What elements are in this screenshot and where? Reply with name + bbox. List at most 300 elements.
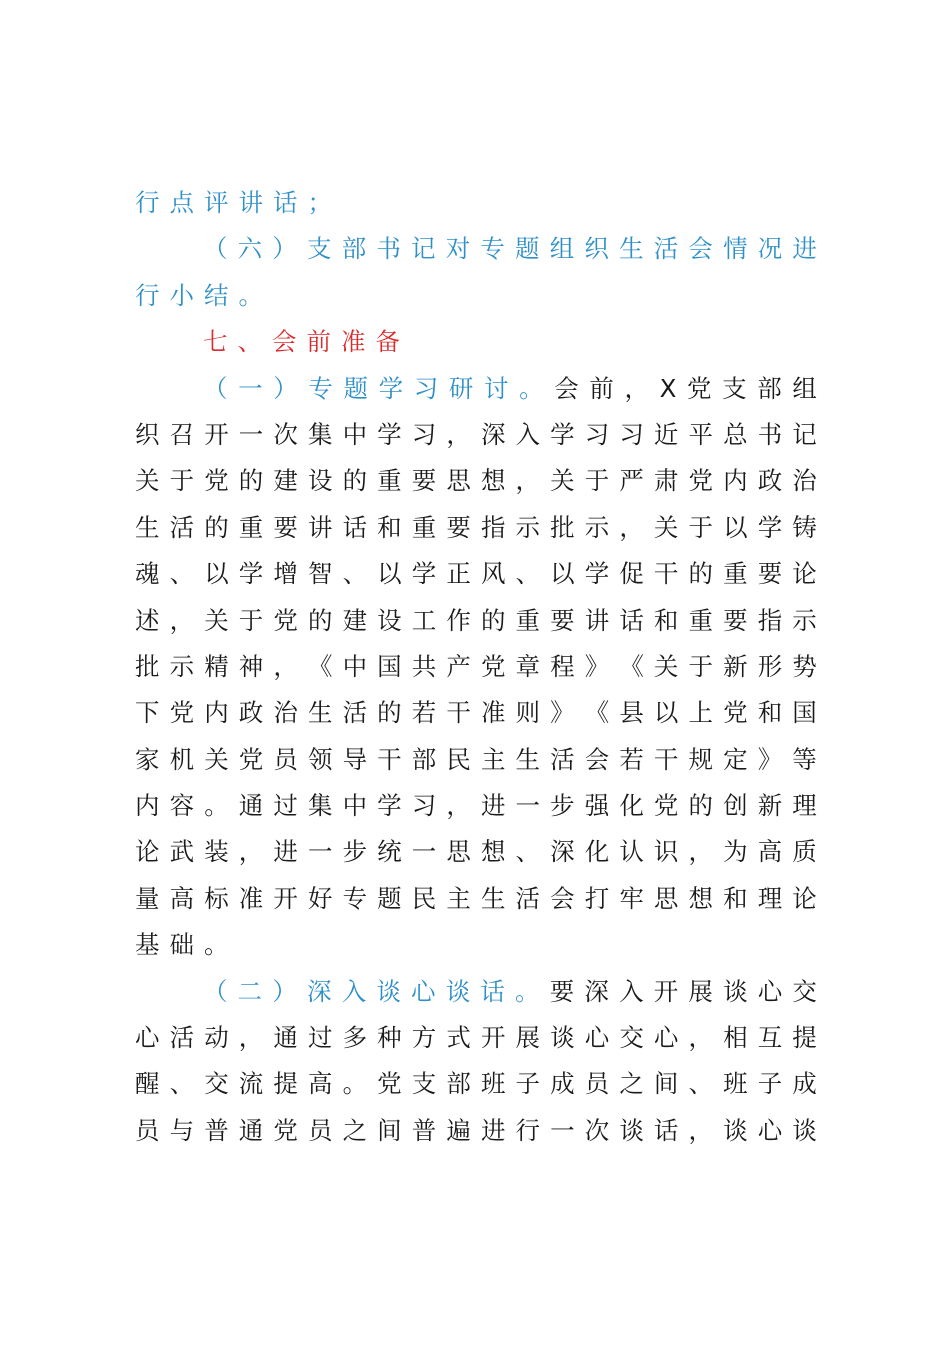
text-char: 习 <box>413 373 439 403</box>
text-char: 子 <box>515 1069 541 1099</box>
text-char: 进 <box>273 837 298 867</box>
text-char: 记 <box>411 234 436 264</box>
text-char: 准 <box>238 883 264 913</box>
text-char: 形 <box>757 651 783 681</box>
text-char: 正 <box>446 559 471 589</box>
text-char: 一 <box>515 791 541 821</box>
text-char: 习 <box>584 419 610 449</box>
text-char: 想 <box>688 883 713 913</box>
text-char: 子 <box>757 1069 783 1099</box>
text-char: 习 <box>619 419 644 449</box>
text-char: 定 <box>723 744 748 774</box>
text-char: 于 <box>584 466 610 496</box>
text-char: 步 <box>342 837 368 867</box>
text-char: 《 <box>619 651 644 681</box>
text-line <box>135 598 817 644</box>
text-char: 以 <box>723 512 748 542</box>
text-char: 准 <box>480 698 506 728</box>
text-char: 记 <box>792 419 817 449</box>
text-char: 会 <box>550 883 575 913</box>
text-char: 总 <box>723 419 748 449</box>
text-char: 开 <box>273 883 298 913</box>
text-char: 近 <box>653 419 679 449</box>
text-char: 治 <box>792 466 817 496</box>
text-char: 成 <box>792 1069 817 1099</box>
text-char: 强 <box>584 791 610 821</box>
text-char: 开 <box>204 419 229 449</box>
text-char: 普 <box>204 1115 229 1145</box>
text-char: 会 <box>554 373 579 403</box>
text-char: 批 <box>550 512 575 542</box>
text-char: 通 <box>273 1023 298 1053</box>
text-char: 党 <box>377 1069 402 1099</box>
text-char: 过 <box>273 791 298 821</box>
text-char: 次 <box>273 419 298 449</box>
text-char: ， <box>688 1023 713 1053</box>
text-char: ） <box>272 976 297 1006</box>
text-char: 进 <box>480 1115 506 1145</box>
text-line <box>135 1061 817 1107</box>
text-char: 中 <box>342 419 368 449</box>
text-char: 新 <box>723 651 748 681</box>
text-char: 通 <box>238 791 264 821</box>
text-char: 话 <box>342 512 368 542</box>
text-char: 论 <box>135 837 160 867</box>
text-char: 一 <box>238 373 263 403</box>
text-line <box>135 180 817 226</box>
text-char: 统 <box>377 837 402 867</box>
text-char: ， <box>619 512 644 542</box>
text-char: 次 <box>584 1115 610 1145</box>
text-char: 民 <box>411 883 437 913</box>
text-char: 讲 <box>307 512 333 542</box>
text-char: 成 <box>550 1069 575 1099</box>
text-char: 开 <box>480 1023 506 1053</box>
text-char: 遍 <box>446 1115 471 1145</box>
text-char: 中 <box>342 791 368 821</box>
text-char: 》 <box>584 651 610 681</box>
text-char: 促 <box>619 559 644 589</box>
text-char: 生 <box>515 744 541 774</box>
text-char: 势 <box>792 651 817 681</box>
text-char: 步 <box>550 791 575 821</box>
text-char: 要 <box>550 605 575 635</box>
text-char: 党 <box>723 698 748 728</box>
text-char: （ <box>203 976 228 1006</box>
text-char: 学 <box>584 559 610 589</box>
text-char: 要 <box>446 512 471 542</box>
text-char: ， <box>446 791 471 821</box>
text-char: 高 <box>757 837 783 867</box>
text-char: 精 <box>204 651 229 681</box>
text-char: 讨 <box>484 373 509 403</box>
text-char: ， <box>446 419 471 449</box>
text-char: 内 <box>204 698 229 728</box>
text-char: 生 <box>135 512 160 542</box>
text-char: 标 <box>204 883 229 913</box>
text-char: 一 <box>411 837 437 867</box>
text-char: 干 <box>653 559 679 589</box>
text-char: 武 <box>169 837 195 867</box>
text-char: 题 <box>515 234 540 264</box>
text-char: 的 <box>480 605 506 635</box>
text-char: 书 <box>757 419 783 449</box>
text-char: 上 <box>688 698 713 728</box>
text-char: 认 <box>619 837 644 867</box>
text-char: 要 <box>723 605 748 635</box>
text-char: 党 <box>653 791 679 821</box>
text-line <box>135 412 817 458</box>
text-char: 量 <box>135 883 160 913</box>
text-char: 容 <box>169 791 195 821</box>
text-char: 若 <box>619 744 644 774</box>
text-char: 专 <box>308 373 333 403</box>
text-char: 会 <box>584 744 610 774</box>
section-heading: 七、会前准备 <box>203 327 410 357</box>
text-char: 要 <box>757 559 783 589</box>
text-char: 研 <box>448 373 474 403</box>
text-char: 程 <box>550 651 575 681</box>
text-char: 深 <box>584 976 609 1006</box>
text-char: 入 <box>515 419 541 449</box>
text-char: 》 <box>757 744 783 774</box>
text-char: 之 <box>619 1069 644 1099</box>
text-char: 普 <box>411 1115 437 1145</box>
text-char: 过 <box>307 1023 333 1053</box>
text-char: 关 <box>653 512 679 542</box>
text-char: 入 <box>341 976 367 1006</box>
text-segment: 行小结。 <box>135 280 273 310</box>
text-line <box>135 366 817 412</box>
text-char: 一 <box>238 419 264 449</box>
text-char: 等 <box>792 744 817 774</box>
text-char: 产 <box>446 651 471 681</box>
text-char: 高 <box>169 883 195 913</box>
text-char: 铸 <box>792 512 817 542</box>
text-char: 县 <box>619 698 644 728</box>
text-char: 交 <box>619 1023 644 1053</box>
text-char: 提 <box>792 1023 817 1053</box>
text-char: 一 <box>307 837 333 867</box>
text-char: 二 <box>237 976 263 1006</box>
text-char: 思 <box>446 837 471 867</box>
text-char: 的 <box>204 512 229 542</box>
text-char: 关 <box>550 466 575 496</box>
text-char: 活 <box>169 1023 195 1053</box>
text-segment: 行点评讲话； <box>135 188 342 217</box>
text-char: ， <box>515 466 541 496</box>
text-char: 支 <box>411 1069 437 1099</box>
text-char: 集 <box>307 791 333 821</box>
text-char: 建 <box>342 605 368 635</box>
text-char: 党 <box>688 466 713 496</box>
text-char: 国 <box>377 651 402 681</box>
text-char: 心 <box>135 1023 160 1053</box>
text-char: 以 <box>377 559 402 589</box>
text-char: 谈 <box>723 976 748 1006</box>
text-char: 政 <box>757 466 783 496</box>
text-char: 则 <box>515 698 541 728</box>
text-char: 干 <box>377 744 402 774</box>
text-char: ， <box>169 605 195 635</box>
text-char: 。 <box>515 976 540 1006</box>
text-char: 共 <box>411 651 437 681</box>
text-line <box>135 737 817 783</box>
text-char: 下 <box>135 698 160 728</box>
text-line <box>135 1108 817 1154</box>
text-char: 内 <box>723 466 748 496</box>
text-char: 设 <box>307 466 333 496</box>
text-char: 深 <box>550 837 575 867</box>
text-char: 打 <box>584 883 610 913</box>
text-char: 《 <box>584 698 610 728</box>
text-char: 章 <box>515 651 541 681</box>
text-char: 主 <box>480 744 506 774</box>
text-char: 谈 <box>550 1023 575 1053</box>
text-char: 干 <box>446 698 471 728</box>
text-char: 学 <box>377 419 402 449</box>
text-char: 党 <box>273 605 298 635</box>
text-char: 肃 <box>653 466 679 496</box>
text-line <box>135 226 817 272</box>
text-char: 活 <box>169 512 195 542</box>
text-char: 深 <box>307 976 332 1006</box>
text-char: 智 <box>307 559 333 589</box>
text-line <box>135 922 817 968</box>
text-char: 提 <box>273 1069 298 1099</box>
text-char: 关 <box>204 744 229 774</box>
text-char: 领 <box>307 744 333 774</box>
text-char: 批 <box>135 651 160 681</box>
text-char: 织 <box>135 419 160 449</box>
text-line <box>135 551 817 597</box>
text-char: 学 <box>411 559 437 589</box>
text-char: 员 <box>584 1069 610 1099</box>
text-char: 思 <box>653 883 679 913</box>
text-char: 化 <box>584 837 610 867</box>
text-char: 支 <box>722 373 747 403</box>
text-char: 示 <box>515 512 541 542</box>
text-char: 理 <box>792 791 817 821</box>
text-char: 召 <box>169 419 195 449</box>
text-line <box>135 1015 817 1061</box>
text-char: 主 <box>446 883 471 913</box>
text-char: 、 <box>342 559 368 589</box>
text-char: 方 <box>411 1023 437 1053</box>
text-char: 以 <box>653 698 679 728</box>
text-char: 间 <box>653 1069 679 1099</box>
text-line <box>135 458 817 504</box>
text-char: 风 <box>480 559 506 589</box>
text-char: 间 <box>377 1115 402 1145</box>
text-char: 理 <box>757 883 783 913</box>
text-char: 活 <box>550 744 575 774</box>
text-char: 六 <box>237 234 263 264</box>
text-char: 动 <box>204 1023 229 1053</box>
text-char: 党 <box>169 698 195 728</box>
text-char: 质 <box>792 837 817 867</box>
text-char: 、 <box>515 837 541 867</box>
text-char: 专 <box>480 234 505 264</box>
text-char: 重 <box>723 559 748 589</box>
text-char: 和 <box>653 605 679 635</box>
text-char: 平 <box>688 419 713 449</box>
text-char: 设 <box>377 605 402 635</box>
text-char: 要 <box>549 976 575 1006</box>
text-char: 况 <box>757 234 783 264</box>
text-char: 思 <box>446 466 471 496</box>
text-char: 机 <box>169 744 195 774</box>
text-char: 相 <box>723 1023 748 1053</box>
text-char: 部 <box>757 373 782 403</box>
text-char: 谈 <box>723 1115 748 1145</box>
text-char: 、 <box>515 559 541 589</box>
text-char: 一 <box>550 1115 575 1145</box>
text-char: 多 <box>342 1023 368 1053</box>
text-line <box>135 829 817 875</box>
text-char: 想 <box>480 837 506 867</box>
text-char: 述 <box>135 605 160 635</box>
text-char: 讲 <box>584 605 610 635</box>
text-char: 话 <box>653 1115 679 1145</box>
text-char: 组 <box>792 373 817 403</box>
text-char: 政 <box>238 698 264 728</box>
text-char: 中 <box>342 651 368 681</box>
text-char: 会 <box>688 234 713 264</box>
text-char: 织 <box>584 234 609 264</box>
text-char: 书 <box>376 234 401 264</box>
text-char: 谈 <box>376 976 401 1006</box>
text-char: 习 <box>411 419 437 449</box>
text-char: 党 <box>480 651 506 681</box>
text-line <box>135 505 817 551</box>
text-char: 增 <box>273 559 298 589</box>
text-char: 习 <box>411 791 437 821</box>
text-char: 谈 <box>792 1115 817 1145</box>
text-char: 部 <box>446 1069 471 1099</box>
text-char: 活 <box>653 234 679 264</box>
text-char: 为 <box>723 837 748 867</box>
text-char: 交 <box>792 976 817 1006</box>
text-char: ， <box>688 837 713 867</box>
text-char: 题 <box>343 373 368 403</box>
text-char: 好 <box>307 883 333 913</box>
text-char: 集 <box>307 419 333 449</box>
text-char: 重 <box>377 466 402 496</box>
text-char: 学 <box>757 512 783 542</box>
text-char: 进 <box>792 234 817 264</box>
text-char: 党 <box>204 466 229 496</box>
text-char: 互 <box>757 1023 783 1053</box>
text-char: 学 <box>377 791 402 821</box>
text-char: 关 <box>653 651 679 681</box>
text-char: 学 <box>378 373 404 403</box>
text-char: 创 <box>723 791 748 821</box>
text-char: X <box>659 373 677 403</box>
text-char: 的 <box>688 559 713 589</box>
text-line <box>135 969 817 1015</box>
text-char: 于 <box>169 466 195 496</box>
text-char: 》 <box>550 698 575 728</box>
text-char: 重 <box>411 512 437 542</box>
text-char: ， <box>238 1023 264 1053</box>
text-char: 展 <box>688 976 713 1006</box>
text-char: 党 <box>238 744 264 774</box>
text-char: 示 <box>584 512 610 542</box>
text-char: 通 <box>238 1115 264 1145</box>
text-char: 示 <box>169 651 195 681</box>
text-char: 建 <box>273 466 298 496</box>
text-char: 指 <box>757 605 783 635</box>
text-line <box>135 876 817 922</box>
text-char: 的 <box>342 466 368 496</box>
text-char: 论 <box>792 883 817 913</box>
text-char: 组 <box>549 234 575 264</box>
text-char: ， <box>273 651 298 681</box>
text-char: ， <box>238 837 264 867</box>
text-line <box>135 319 817 365</box>
text-char: 。 <box>342 1069 368 1099</box>
text-char: 干 <box>653 744 679 774</box>
text-char: 心 <box>653 1023 679 1053</box>
text-line <box>135 273 817 319</box>
text-char: 生 <box>619 234 644 264</box>
text-char: 导 <box>342 744 368 774</box>
text-char: 治 <box>273 698 298 728</box>
text-char: 《 <box>307 651 333 681</box>
text-char: 和 <box>723 883 748 913</box>
text-char: 规 <box>688 744 713 774</box>
text-char: 支 <box>307 234 332 264</box>
text-char: 家 <box>135 744 160 774</box>
text-char: 和 <box>377 512 402 542</box>
text-char: 民 <box>446 744 471 774</box>
text-char: 重 <box>238 512 264 542</box>
text-char: 神 <box>238 651 264 681</box>
text-char: 党 <box>273 1115 298 1145</box>
text-char: 重 <box>688 605 713 635</box>
text-char: 班 <box>480 1069 506 1099</box>
text-char: 生 <box>480 883 506 913</box>
text-char: 的 <box>307 605 333 635</box>
text-char: 内 <box>135 791 160 821</box>
text-char: 、 <box>688 1069 713 1099</box>
text-char: （ <box>203 373 228 403</box>
text-char: 种 <box>377 1023 402 1053</box>
text-char: 情 <box>723 234 748 264</box>
text-char: 班 <box>723 1069 748 1099</box>
text-char: 重 <box>515 605 541 635</box>
text-char: 作 <box>446 605 471 635</box>
text-char: 要 <box>411 466 437 496</box>
text-char: 醒 <box>135 1069 160 1099</box>
text-char: （ <box>203 234 228 264</box>
text-char: 想 <box>480 466 506 496</box>
text-char: 要 <box>273 512 298 542</box>
text-char: 若 <box>411 698 437 728</box>
text-line <box>135 783 817 829</box>
text-char: 、 <box>169 559 195 589</box>
text-char: 指 <box>480 512 506 542</box>
text-char: ， <box>624 373 649 403</box>
text-char: 活 <box>515 883 541 913</box>
text-char: 严 <box>619 466 644 496</box>
text-char: 高 <box>307 1069 333 1099</box>
text-char: 、 <box>169 1069 195 1099</box>
text-char: 深 <box>480 419 506 449</box>
text-char: 以 <box>550 559 575 589</box>
text-char: 话 <box>619 605 644 635</box>
